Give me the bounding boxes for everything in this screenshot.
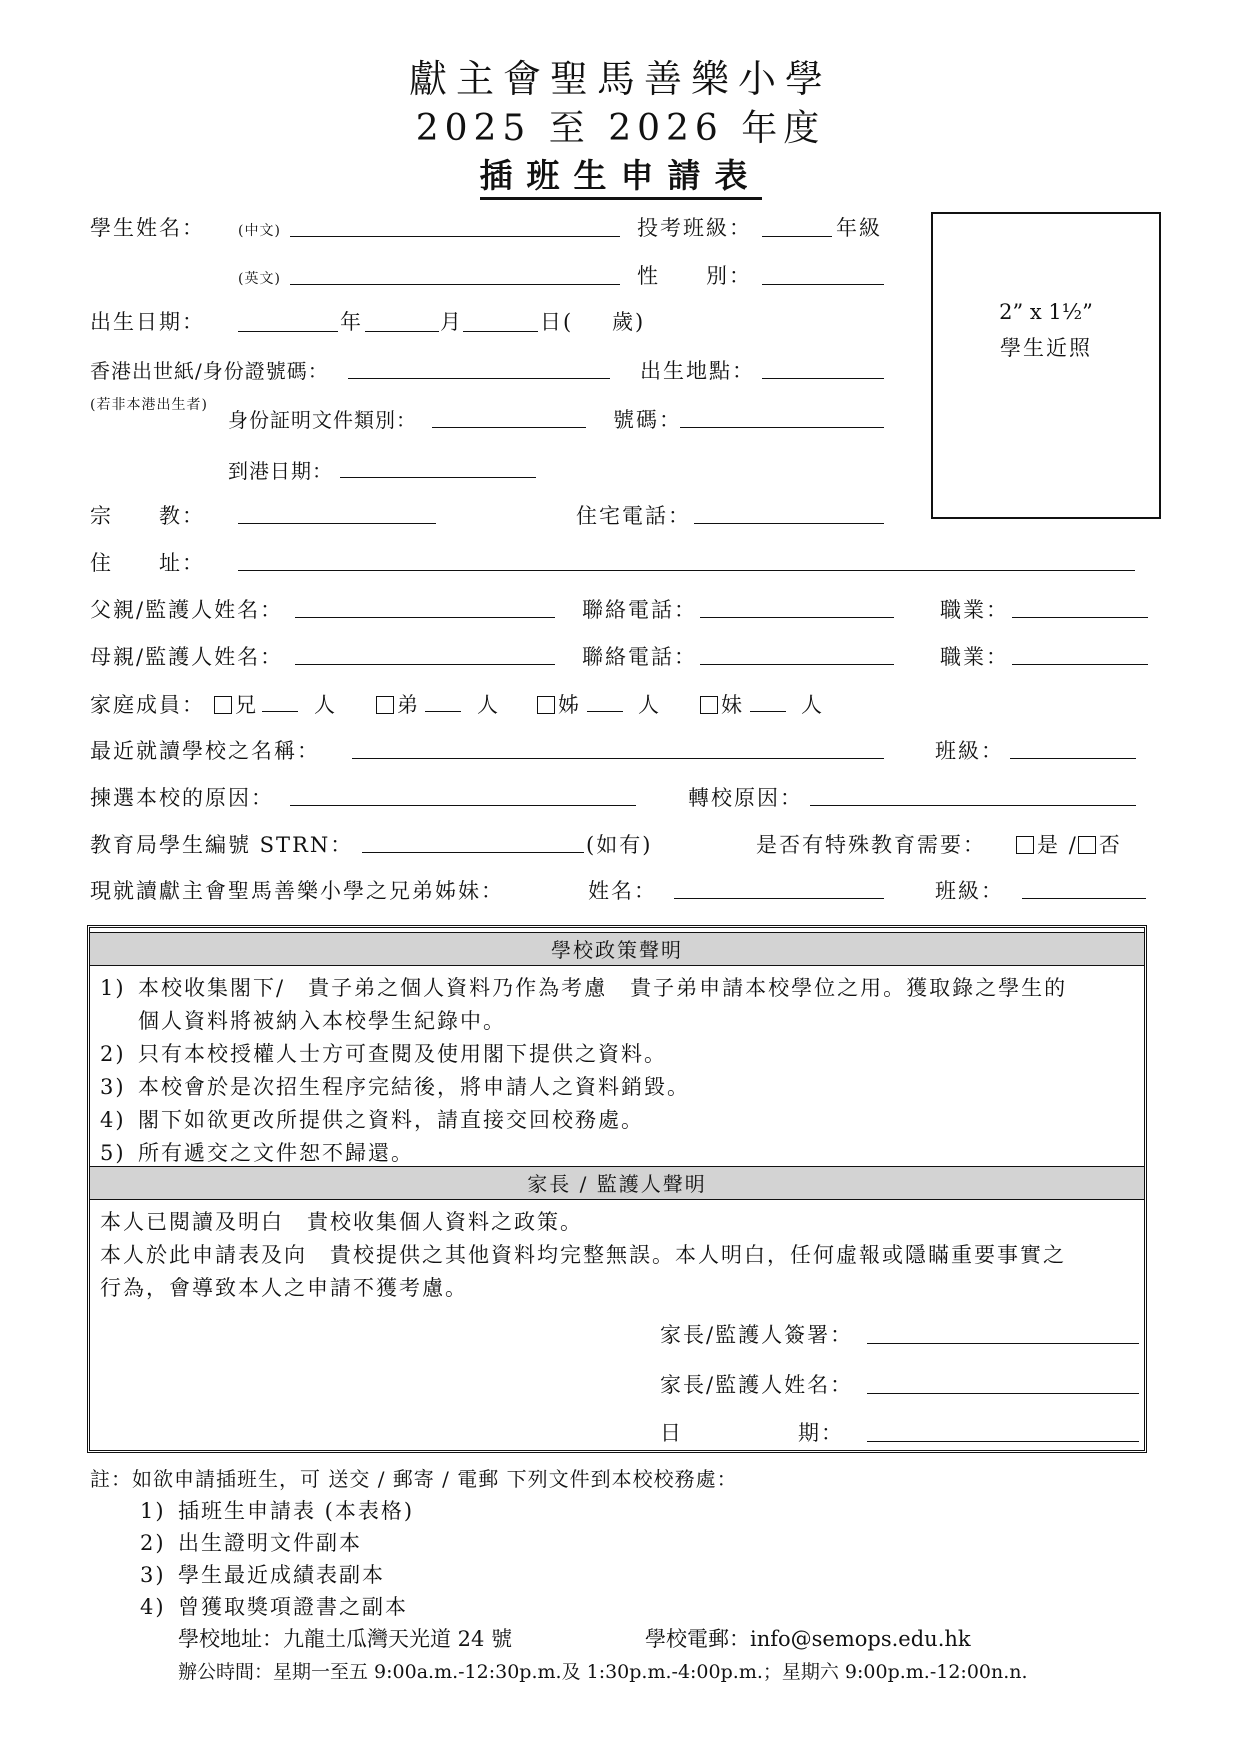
- recent-class-field[interactable]: [1010, 758, 1136, 759]
- note-item: [140, 1591, 408, 1621]
- gender-label: 性 別：: [637, 264, 752, 288]
- sen-yes-checkbox-icon[interactable]: [1016, 836, 1034, 854]
- policy-item-text: 本校會於是次招生程序完結後，將申請人之資料銷毀。: [138, 1075, 690, 1099]
- policy-item-text: 本校收集閣下/ 貴子弟之個人資料乃作為考慮 貴子弟申請本校學位之用。獲取錄之學生的: [138, 976, 1068, 1000]
- sen-slash: /: [1068, 833, 1078, 857]
- office-hours: 辦公時間：星期一至五 9:00a.m.-12:30p.m.及 1:30p.m.-4:00p.m.；星期六 9:00p.m.-12:00n.n.: [178, 1661, 1028, 1683]
- apply-class-field[interactable]: [762, 236, 832, 237]
- mother-name-field[interactable]: [295, 664, 555, 665]
- elder-sister-count-field[interactable]: [587, 711, 623, 712]
- chinese-tag: (中文): [238, 223, 281, 239]
- if-any-label: (如有): [586, 833, 653, 857]
- note-item-num: 3): [140, 1563, 166, 1587]
- mother-occupation-field[interactable]: [1012, 664, 1148, 665]
- doc-no-field[interactable]: [680, 427, 884, 428]
- younger-sister-group[interactable]: [700, 689, 744, 719]
- reason-transfer-field[interactable]: [810, 805, 1136, 806]
- policy-item-num: 5): [100, 1141, 126, 1165]
- photo-label: 學生近照: [1000, 336, 1092, 360]
- school-year: 2025 至 2026 年度: [415, 108, 826, 149]
- non-hk-note: (若非本港出生者): [90, 397, 208, 413]
- policy-item: [100, 1071, 690, 1101]
- elder-brother-group[interactable]: [214, 689, 258, 719]
- chinese-name-field[interactable]: [290, 236, 620, 237]
- policy-item: [100, 1137, 414, 1167]
- younger-brother-label: 弟: [397, 693, 420, 717]
- person-label: 人: [638, 693, 661, 717]
- note-item-text: 曾獲取獎項證書之副本: [178, 1595, 408, 1619]
- photo-size: 2” x 1½”: [999, 300, 1093, 324]
- id-no-label: 香港出世紙/身份證號碼：: [90, 359, 329, 383]
- sibling-name-label: 姓名：: [588, 879, 657, 903]
- younger-brother-group[interactable]: [376, 689, 420, 719]
- reason-choose-field[interactable]: [290, 805, 636, 806]
- notes-intro: 註：如欲申請插班生，可 送交 / 郵寄 / 電郵 下列文件到本校校務處：: [90, 1467, 738, 1491]
- recent-class-label: 班級：: [935, 739, 1004, 763]
- address-field[interactable]: [238, 570, 1135, 571]
- note-item-text: 插班生申請表 (本表格): [178, 1499, 415, 1523]
- elder-brother-label: 兄: [235, 693, 258, 717]
- father-phone-label: 聯絡電話：: [582, 598, 697, 622]
- policy-item-text: 閣下如欲更改所提供之資料，請直接交回校務處。: [138, 1108, 644, 1132]
- policy-item: [100, 1104, 644, 1134]
- siblings-label: 現就讀獻主會聖馬善樂小學之兄弟姊妹：: [90, 879, 504, 903]
- strn-field[interactable]: [362, 852, 584, 853]
- reason-choose-label: 揀選本校的原因：: [90, 786, 274, 810]
- grade-suffix: 年級: [836, 216, 882, 240]
- person-label: 人: [477, 693, 500, 717]
- sibling-name-field[interactable]: [674, 898, 884, 899]
- id-doc-type-label: 身份証明文件類別：: [228, 408, 417, 432]
- month-label: 月: [440, 310, 463, 334]
- age-label: 歲): [612, 310, 646, 334]
- note-item-num: 2): [140, 1531, 166, 1555]
- father-occupation-label: 職業：: [940, 598, 1009, 622]
- recent-school-field[interactable]: [352, 758, 884, 759]
- religion-label: 宗 教：: [90, 504, 205, 528]
- guardian-name-label: 家長/監護人姓名：: [660, 1373, 854, 1397]
- apply-class-label: 投考班級：: [637, 216, 752, 240]
- checkbox-icon[interactable]: [700, 696, 718, 714]
- policy-item-num: 3): [100, 1075, 126, 1099]
- arrival-date-field[interactable]: [340, 477, 536, 478]
- sen-no-label: 否: [1098, 833, 1122, 857]
- english-name-field[interactable]: [290, 284, 620, 285]
- note-item-num: 4): [140, 1595, 166, 1619]
- person-label: 人: [801, 693, 824, 717]
- id-doc-type-field[interactable]: [432, 427, 586, 428]
- sen-question: 是否有特殊教育需要：: [756, 833, 986, 857]
- father-name-field[interactable]: [295, 617, 555, 618]
- dob-label: 出生日期：: [90, 310, 205, 334]
- id-no-field[interactable]: [348, 378, 610, 379]
- sen-yes-label: 是: [1037, 833, 1060, 857]
- checkbox-icon[interactable]: [376, 696, 394, 714]
- note-item-text: 出生證明文件副本: [178, 1531, 362, 1555]
- school-name: 獻主會聖馬善樂小學: [408, 57, 832, 101]
- form-title: 插班生申請表: [480, 156, 762, 200]
- home-phone-field[interactable]: [694, 523, 884, 524]
- policy-item-num: 1): [100, 976, 126, 1000]
- sen-options: [1016, 829, 1122, 859]
- address-label: 住 址：: [90, 551, 205, 575]
- dob-month-field[interactable]: [365, 331, 439, 332]
- elder-sister-label: 姊: [558, 693, 581, 717]
- father-phone-field[interactable]: [700, 617, 894, 618]
- declaration-line: 本人已閱讀及明白 貴校收集個人資料之政策。: [100, 1210, 583, 1234]
- elder-sister-group[interactable]: [537, 689, 581, 719]
- family-members-label: 家庭成員：: [90, 693, 205, 717]
- sen-no-checkbox-icon[interactable]: [1078, 836, 1096, 854]
- checkbox-icon[interactable]: [214, 696, 232, 714]
- home-phone-label: 住宅電話：: [576, 504, 691, 528]
- younger-sister-label: 妹: [721, 693, 744, 717]
- father-occupation-field[interactable]: [1012, 617, 1148, 618]
- person-label: 人: [314, 693, 337, 717]
- sibling-class-field[interactable]: [1022, 898, 1146, 899]
- policy-title: 學校政策聲明: [90, 932, 1144, 966]
- guardian-name-field[interactable]: [867, 1393, 1139, 1394]
- note-item-text: 學生最近成績表副本: [178, 1563, 385, 1587]
- school-address: 學校地址：九龍土瓜灣天光道 24 號: [178, 1627, 513, 1651]
- sibling-class-label: 班級：: [935, 879, 1004, 903]
- dob-year-field[interactable]: [238, 331, 338, 332]
- year-label: 年: [340, 310, 363, 334]
- note-item: [140, 1495, 414, 1525]
- birth-place-label: 出生地點：: [640, 359, 755, 383]
- elder-brother-count-field[interactable]: [262, 711, 298, 712]
- recent-school-label: 最近就讀學校之名稱：: [90, 739, 320, 763]
- note-item: [140, 1559, 385, 1589]
- declaration-line: 本人於此申請表及向 貴校提供之其他資料均完整無誤。本人明白，任何虛報或隱瞞重要事實之: [100, 1243, 1066, 1267]
- policy-item: [100, 972, 1067, 1002]
- mother-occupation-label: 職業：: [940, 645, 1009, 669]
- arrival-date-label: 到港日期：: [228, 459, 333, 483]
- english-tag: (英文): [238, 271, 281, 287]
- dob-day-field[interactable]: [463, 331, 538, 332]
- signature-label: 家長/監護人簽署：: [660, 1323, 854, 1347]
- policy-declaration-box: [87, 925, 1147, 1453]
- strn-label: 教育局學生編號 STRN：: [90, 833, 354, 857]
- gender-field[interactable]: [762, 284, 884, 285]
- policy-item-text: 所有遞交之文件恕不歸還。: [138, 1141, 414, 1165]
- mother-phone-field[interactable]: [700, 664, 894, 665]
- mother-phone-label: 聯絡電話：: [582, 645, 697, 669]
- reason-transfer-label: 轉校原因：: [688, 786, 803, 810]
- student-name-label: 學生姓名：: [90, 216, 205, 240]
- date-label: 日 期：: [660, 1421, 844, 1445]
- birth-place-field[interactable]: [762, 378, 884, 379]
- policy-item-cont: 個人資料將被納入本校學生紀錄中。: [138, 1009, 506, 1033]
- younger-sister-count-field[interactable]: [750, 711, 786, 712]
- policy-item-num: 2): [100, 1042, 126, 1066]
- doc-no-label: 號碼：: [613, 408, 682, 432]
- declaration-line: 行為，會導致本人之申請不獲考慮。: [100, 1276, 468, 1300]
- father-name-label: 父親/監護人姓名：: [90, 598, 284, 622]
- mother-name-label: 母親/監護人姓名：: [90, 645, 284, 669]
- school-email: 學校電郵：info@semops.edu.hk: [645, 1627, 971, 1651]
- policy-item: [100, 1038, 667, 1068]
- note-item-num: 1): [140, 1499, 166, 1523]
- policy-item-text: 只有本校授權人士方可查閱及使用閣下提供之資料。: [138, 1042, 667, 1066]
- note-item: [140, 1527, 362, 1557]
- checkbox-icon[interactable]: [537, 696, 555, 714]
- date-field[interactable]: [867, 1441, 1139, 1442]
- photo-box: [931, 212, 1161, 519]
- declaration-title: 家長 / 監護人聲明: [90, 1166, 1144, 1200]
- religion-field[interactable]: [238, 523, 436, 524]
- policy-item-num: 4): [100, 1108, 126, 1132]
- younger-brother-count-field[interactable]: [425, 711, 461, 712]
- form-title-wrap: [0, 150, 1241, 197]
- signature-field[interactable]: [867, 1343, 1139, 1344]
- day-label: 日(: [540, 310, 574, 334]
